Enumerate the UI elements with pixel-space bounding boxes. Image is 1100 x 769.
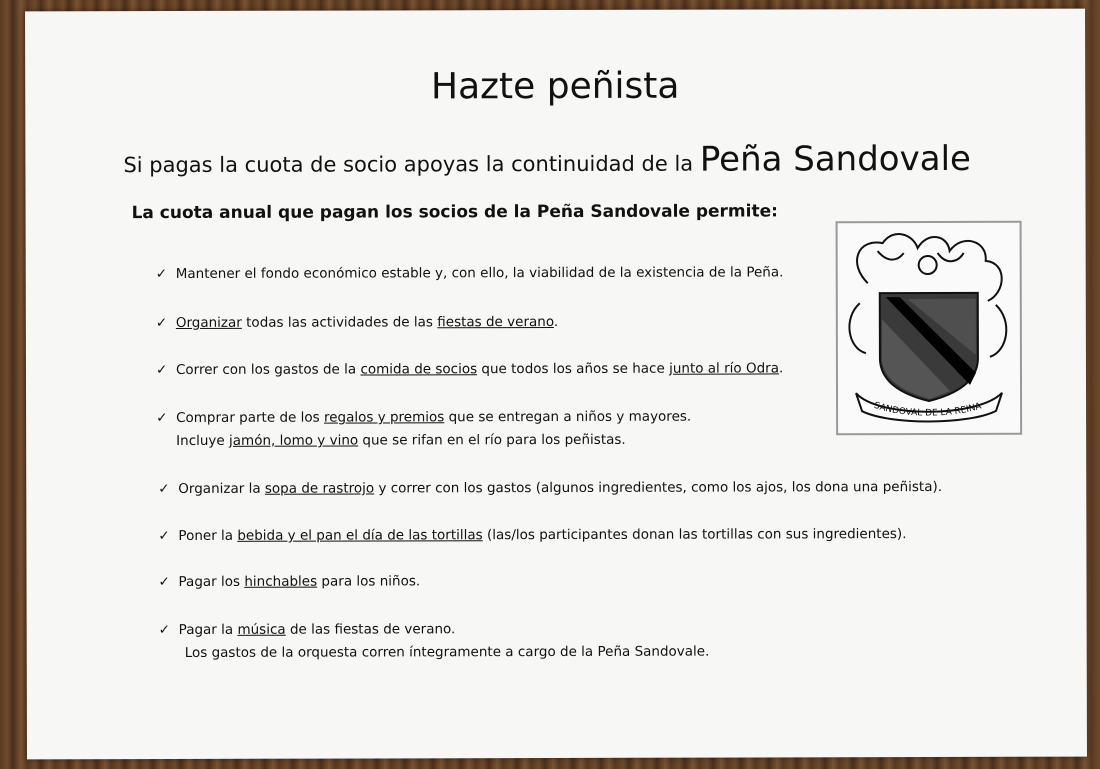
item-text: .	[553, 313, 559, 331]
item-text: Comprar parte de los	[176, 409, 324, 426]
notice-sheet	[25, 9, 1087, 760]
item-text: todas las actividades de las	[241, 314, 438, 331]
item-text: que todos los años se hace	[477, 360, 670, 378]
underlined-text: regalos y premios	[323, 409, 445, 426]
check-icon: ✓	[156, 410, 168, 427]
list-item	[156, 311, 558, 335]
list-heading: La cuota anual que pagan los socios de la Peña Sandovale permite:	[131, 201, 778, 224]
item-text: Mantener el fondo económico estable y, con ello, la viabilidad de la existencia de la Peña.	[175, 264, 784, 282]
item-text: Poner la	[178, 527, 238, 544]
subtitle-text: Si pagas la cuota de socio apoyas la continuidad de la	[123, 151, 694, 178]
list-item	[156, 406, 691, 453]
crest-icon	[838, 223, 1021, 433]
item-text: .	[778, 360, 784, 377]
pena-name: Peña Sandovale	[699, 138, 971, 180]
item-text: Pagar la	[178, 621, 238, 638]
item-text: Correr con los gastos de la	[175, 361, 361, 378]
item-text: que se rifan en el río para los peñistas.	[358, 431, 626, 449]
list-item	[158, 523, 906, 548]
page-title: Hazte peñista	[430, 65, 680, 108]
check-icon: ✓	[155, 315, 168, 332]
list-item	[158, 570, 420, 594]
item-text: Los gastos de la orquesta corren íntegramente a cargo de la Peña Sandovale.	[184, 643, 710, 661]
check-icon: ✓	[155, 266, 168, 283]
check-icon: ✓	[158, 528, 170, 545]
underlined-text: fiestas de verano	[437, 314, 554, 331]
coat-of-arms-image	[836, 221, 1023, 435]
check-icon: ✓	[155, 362, 168, 379]
check-icon: ✓	[158, 574, 170, 591]
item-text: (las/los participantes donan las tortillas con sus ingredientes).	[482, 526, 907, 544]
underlined-text: hinchables	[244, 573, 318, 590]
underlined-text: junto al río Odra	[669, 360, 779, 377]
list-item	[156, 261, 784, 286]
underlined-text: bebida y el pan el día de las tortillas	[237, 527, 483, 544]
item-text: Organizar la	[178, 480, 265, 497]
underlined-text: comida de socios	[360, 361, 478, 378]
item-text: Incluye	[176, 432, 230, 449]
list-item	[159, 618, 710, 665]
check-icon: ✓	[158, 481, 170, 498]
crest-ribbon-text: SANDOVAL DE LA REINA	[872, 400, 983, 419]
item-text: que se entregan a niños y mayores.	[444, 408, 692, 426]
underlined-text: música	[237, 621, 286, 638]
item-text: para los niños.	[317, 573, 421, 590]
check-icon: ✓	[158, 622, 170, 639]
item-text: y correr con los gastos (algunos ingredientes, como los ajos, los dona una peñista).	[374, 478, 943, 497]
underlined-text: jamón, lomo y vino	[228, 432, 359, 449]
list-item-continuation	[156, 429, 691, 453]
item-text: Pagar los	[178, 573, 245, 590]
list-item	[156, 357, 783, 382]
subtitle	[123, 139, 971, 181]
underlined-text: sopa de rastrojo	[264, 480, 375, 497]
list-item-continuation	[159, 641, 710, 665]
item-text: de las fiestas de verano.	[285, 621, 456, 638]
underlined-text: Organizar	[175, 314, 242, 331]
list-item	[158, 476, 942, 501]
